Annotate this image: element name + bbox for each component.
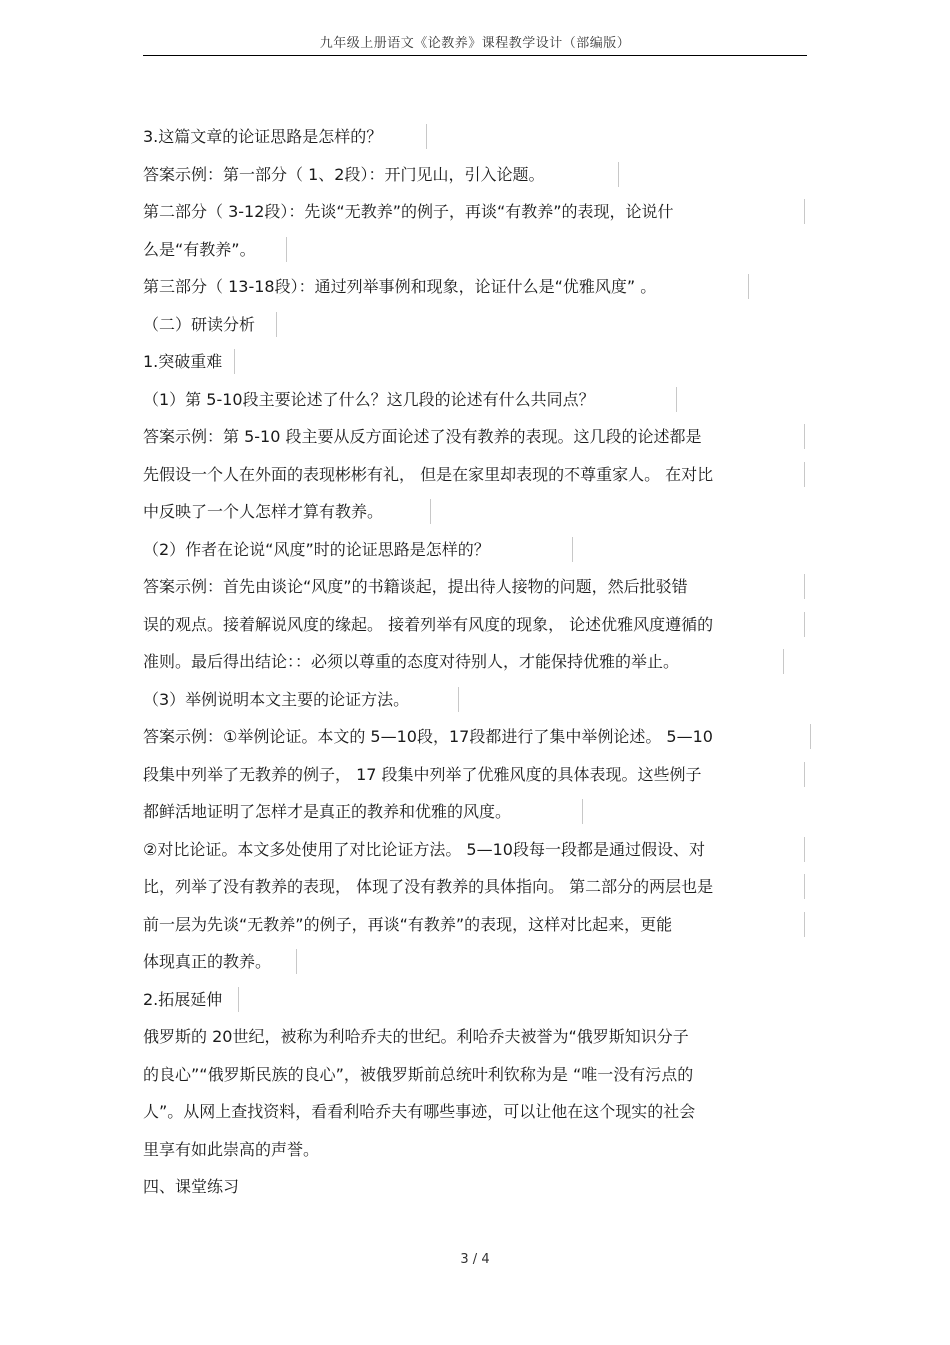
- question-2: （2）作者在论说“风度”时的论证思路是怎样的？: [143, 531, 813, 569]
- document-body: [143, 118, 813, 1206]
- page-number: 3 / 4: [460, 1252, 490, 1267]
- subheading-breakthrough: 1.突破重难: [143, 343, 813, 381]
- extension-line-4: 里享有如此崇高的声誉。: [143, 1139, 320, 1159]
- answer-3-line-5: 比，列举了没有教养的表现， 体现了没有教养的具体指向。 第二部分的两层也是: [143, 868, 813, 906]
- answer-3-line-2: 段集中列举了无教养的例子， 17 段集中列举了优雅风度的具体表现。这些例子: [143, 756, 813, 794]
- question-1: （1）第 5-10段主要论述了什么？这几段的论述有什么共同点？: [143, 381, 813, 419]
- page-header: 九年级上册语文《论教养》课程教学设计（部编版）: [319, 36, 631, 51]
- extension-line-2: 的良心”“俄罗斯民族的良心”，被俄罗斯前总统叶利钦称为是 “唯一没有污点的: [143, 1064, 694, 1084]
- answer-1-line-1: 答案示例：第 5-10 段主要从反方面论述了没有教养的表现。这几段的论述都是: [143, 418, 813, 456]
- question-3: 3.这篇文章的论证思路是怎样的？: [143, 118, 813, 156]
- header-divider: [143, 55, 807, 56]
- answer-3-line-7: 体现真正的教养。: [143, 943, 813, 981]
- subheading-extension: 2.拓展延伸: [143, 981, 813, 1019]
- answer-part-2-cont: 么是“有教养”。: [143, 231, 813, 269]
- answer-2-line-3: 准则。最后得出结论：：必须以尊重的态度对待别人，才能保持优雅的举止。: [143, 643, 813, 681]
- answer-2-line-2: 误的观点。接着解说风度的缘起。 接着列举有风度的现象， 论述优雅风度遵循的: [143, 606, 813, 644]
- extension-line-1: 俄罗斯的 20世纪，被称为利哈乔夫的世纪。利哈乔夫被誉为“俄罗斯知识分子: [143, 1027, 689, 1046]
- question-3-methods: （3）举例说明本文主要的论证方法。: [143, 681, 813, 719]
- section-heading-analysis: （二）研读分析: [143, 306, 813, 344]
- answer-1-line-2: 先假设一个人在外面的表现彬彬有礼， 但是在家里却表现的不尊重家人。 在对比: [143, 456, 813, 494]
- answer-part-3: 第三部分（ 13-18段）：通过列举事例和现象，论证什么是“优雅风度” 。: [143, 268, 813, 306]
- answer-3-line-3: 都鲜活地证明了怎样才是真正的教养和优雅的风度。: [143, 793, 813, 831]
- answer-3-line-4: ②对比论证。本文多处使用了对比论证方法。 5—10段每一段都是通过假设、对: [143, 831, 813, 869]
- extension-line-3: 人”。从网上查找资料，看看利哈乔夫有哪些事迹，可以让他在这个现实的社会: [143, 1102, 696, 1121]
- answer-part-2: 第二部分（ 3-12段）：先谈“无教养”的例子，再谈“有教养”的表现，论说什: [143, 193, 813, 231]
- answer-part-1: 答案示例：第一部分（ 1、2段）：开门见山，引入论题。: [143, 156, 813, 194]
- answer-1-line-3: 中反映了一个人怎样才算有教养。: [143, 493, 813, 531]
- answer-2-line-1: 答案示例：首先由谈论“风度”的书籍谈起，提出待人接物的问题，然后批驳错: [143, 568, 813, 606]
- section-heading-practice: 四、课堂练习: [143, 1177, 240, 1196]
- answer-3-line-1: 答案示例：①举例论证。本文的 5—10段，17段都进行了集中举例论述。 5—10: [143, 718, 813, 756]
- answer-3-line-6: 前一层为先谈“无教养”的例子，再谈“有教养”的表现，这样对比起来，更能: [143, 906, 813, 944]
